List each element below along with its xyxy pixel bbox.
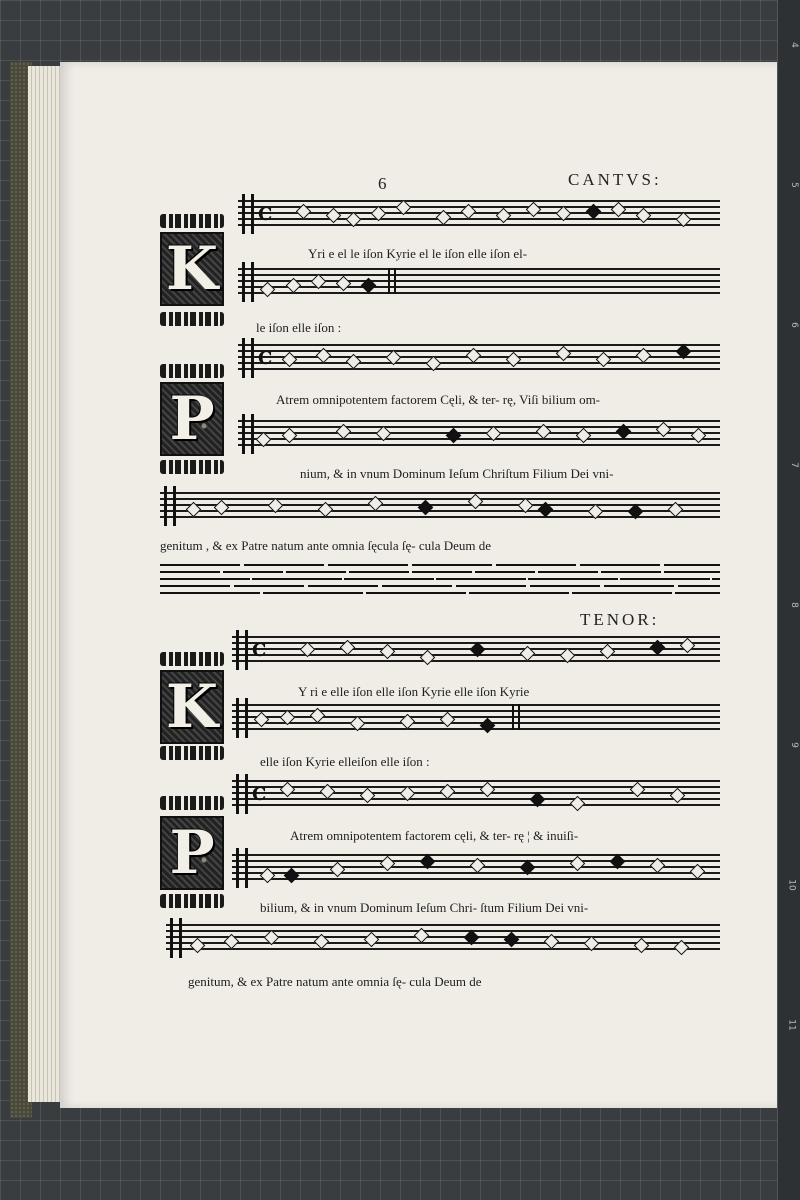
clef-icon: [242, 338, 254, 378]
lyrics-line: genitum, & ex Patre natum ante omnia ſę- cula Deum de: [188, 974, 482, 989]
music-staff: [238, 200, 720, 228]
clef-icon: [242, 262, 254, 302]
music-staff: [160, 492, 720, 520]
ornament-band: [160, 796, 224, 810]
ornament-band: [160, 364, 224, 378]
tenor-header: TENOR:: [580, 610, 660, 629]
music-staff: [166, 924, 720, 952]
lyrics-line: Yri e el le iſon Kyrie el le iſon elle iſon el-: [308, 246, 528, 261]
ornament-band: [160, 312, 224, 326]
lyrics-line: Y ri e elle iſon elle iſon Kyrie elle iſon Kyrie: [298, 684, 530, 699]
lyrics-line: Atrem omnipotentem factorem Cęli, & ter- rę, Viſi bilium om-: [276, 392, 601, 407]
lyrics-line: elle iſon Kyrie elleiſon elle iſon :: [260, 754, 430, 769]
mensuration-sign: C: [252, 640, 267, 661]
ruler-strip: 4 5 6 7 8 9 10 11: [777, 0, 800, 1200]
music-staff: [232, 854, 720, 882]
ornament-band: [160, 652, 224, 666]
mensuration-sign: C: [258, 348, 273, 369]
lyrics-line: genitum , & ex Patre natum ante omnia ſęcula ſę- cula Deum de: [160, 538, 492, 553]
clef-icon: [236, 630, 248, 670]
ornament-band: [160, 894, 224, 908]
music-staff: [232, 704, 720, 732]
clef-icon: [164, 486, 176, 526]
clef-icon: [236, 698, 248, 738]
clef-icon: [236, 848, 248, 888]
empty-staff: [160, 564, 720, 594]
clef-icon: [242, 414, 254, 454]
initial-letter-p: P: [160, 382, 224, 456]
music-staff: [232, 636, 720, 664]
initial-letter-k: K: [160, 232, 224, 306]
clef-icon: [242, 194, 254, 234]
music-staff: [238, 344, 720, 372]
clef-icon: [236, 774, 248, 814]
mensuration-sign: C: [252, 784, 267, 805]
music-staff: [232, 780, 720, 808]
lyrics-line: le iſon elle iſon :: [256, 320, 342, 335]
music-staff: [238, 268, 720, 296]
lyrics-line: nium, & in vnum Dominum Ieſum Chriſtum Filium Dei vni-: [300, 466, 614, 481]
clef-icon: [170, 918, 182, 958]
ornament-band: [160, 460, 224, 474]
ornament-band: [160, 214, 224, 228]
initial-letter-k: K: [160, 670, 224, 744]
ornament-band: [160, 746, 224, 760]
lyrics-line: bilium, & in vnum Dominum Ieſum Chri- ſtum Filium Dei vni-: [260, 900, 589, 915]
lyrics-line: Atrem omnipotentem factorem cęli, & ter- rę ¦ & inuiſi-: [290, 828, 579, 843]
cantus-header: CANTVS:: [568, 170, 662, 189]
music-staff: [238, 420, 720, 448]
mensuration-sign: C: [258, 204, 273, 225]
initial-letter-p: P: [160, 816, 224, 890]
page-number: 6: [378, 174, 387, 193]
music-page: [60, 62, 780, 1108]
